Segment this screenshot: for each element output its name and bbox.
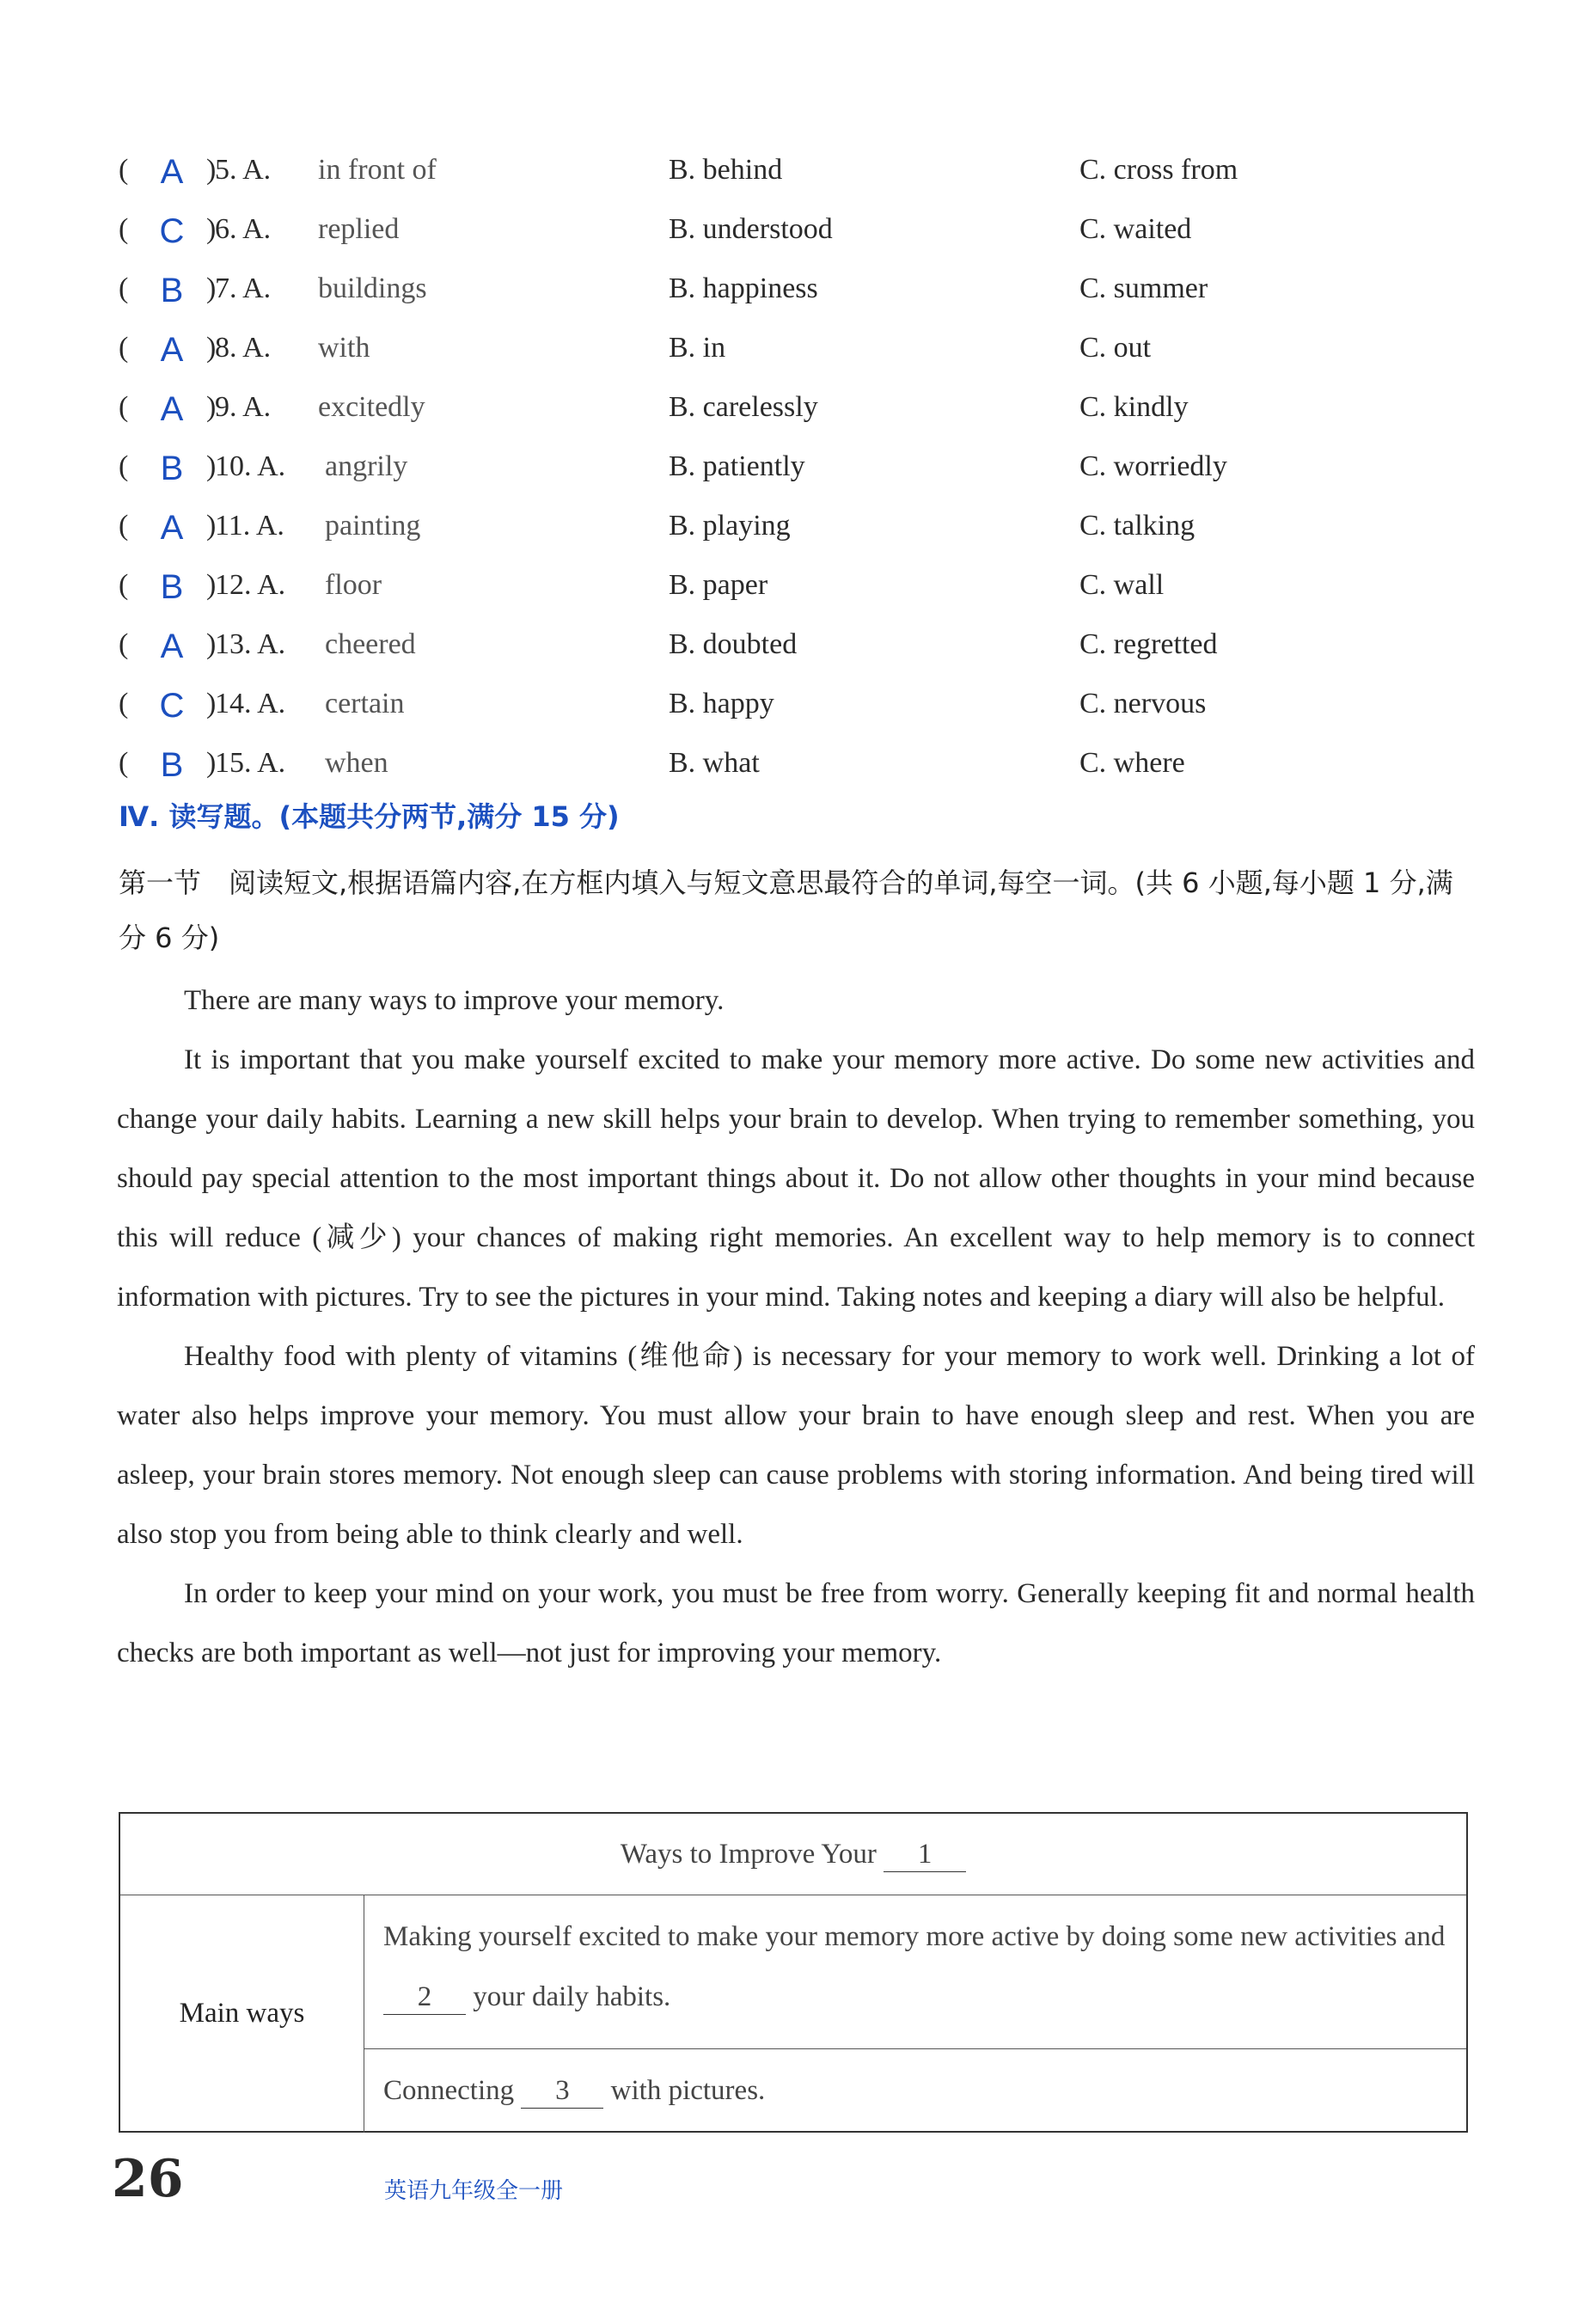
option-a: angrily — [325, 450, 408, 482]
question-row — [119, 738, 1494, 797]
main-ways-label: Main ways — [179, 1998, 305, 2029]
left-bracket: ( — [119, 628, 129, 660]
passage-paragraph: In order to keep your mind on your work, you must be free from worry. Generally keeping fit and normal health checks are both important as well—not just for improving your memory. — [117, 1578, 1475, 1668]
option-b: B. what — [669, 747, 760, 779]
right-bracket: ) — [206, 510, 217, 542]
table-title — [120, 1814, 1466, 1895]
answer-mark: A — [160, 390, 184, 428]
answer-mark: B — [160, 746, 184, 784]
table-title-text: Ways to Improve Your — [620, 1839, 877, 1870]
option-a: buildings — [318, 272, 427, 304]
table-row-1 — [364, 1895, 1466, 2049]
section-subheading: 第一节 阅读短文,根据语篇内容,在方框内填入与短文意思最符合的单词,每空一词。(共 6 小题,每小题 1 分,满分 6 分) — [119, 866, 1453, 954]
option-a: cheered — [325, 628, 416, 660]
option-a: excitedly — [318, 391, 425, 423]
option-b: B. playing — [669, 510, 791, 542]
question-number: 14. A. — [215, 688, 286, 719]
question-row — [119, 204, 1494, 263]
question-number: 6. A. — [215, 213, 272, 245]
option-a: certain — [325, 688, 405, 719]
option-c: C. summer — [1079, 272, 1208, 304]
reading-passage — [117, 971, 1475, 1683]
option-b: B. happy — [669, 688, 774, 719]
answer-mark: B — [160, 568, 184, 606]
option-b: B. doubted — [669, 628, 798, 660]
row1-text-end: your daily habits. — [473, 1981, 671, 2012]
page-number: 26 — [112, 2149, 184, 2209]
question-row — [119, 441, 1494, 500]
table-row-2 — [364, 2049, 1502, 2133]
question-row — [119, 144, 1494, 204]
option-a: floor — [325, 569, 382, 601]
passage-paragraph: Healthy food with plenty of vitamins (维他命) is necessary for your memory to work well. Drinking a lot of water also helps improve your memory. You must allow your brain to have enough sleep and rest. When you are asleep, your brain stores memory. Not enough sleep can cause problems with storing information. And being tired will also stop you from being able to think clearly and well. — [117, 1341, 1475, 1550]
left-bracket: ( — [119, 272, 129, 304]
passage-paragraph: It is important that you make yourself excited to make your memory more active. Do some new activities and change your daily habits. Learning a new skill helps your brain to develop. When trying to remember something, you should pay special attention to the most important things about it. Do not allow other thoughts in your mind because this will reduce (减少) your chances of making right memories. An excellent way to help memory is to connect information with pictures. Try to see the pictures in your mind. Taking notes and keeping a diary will also be helpful. — [117, 1044, 1475, 1313]
option-b: B. happiness — [669, 272, 818, 304]
left-bracket: ( — [119, 688, 129, 719]
option-a: in front of — [318, 154, 437, 186]
right-bracket: ) — [206, 391, 217, 423]
question-row — [119, 678, 1494, 738]
option-c: C. talking — [1079, 510, 1195, 542]
question-number: 13. A. — [215, 628, 286, 660]
question-number: 7. A. — [215, 272, 272, 304]
option-c: C. worriedly — [1079, 450, 1227, 482]
question-number: 5. A. — [215, 154, 272, 186]
question-row — [119, 619, 1494, 678]
multiple-choice-list — [119, 144, 1494, 797]
section-heading: Ⅳ. 读写题。(本题共分两节,满分 15 分) — [119, 800, 620, 833]
left-bracket: ( — [119, 510, 129, 542]
option-b: B. carelessly — [669, 391, 818, 423]
question-row — [119, 263, 1494, 322]
answer-mark: A — [160, 628, 184, 665]
option-a: when — [325, 747, 388, 779]
table-left-label — [120, 1895, 364, 2133]
left-bracket: ( — [119, 154, 129, 186]
answer-mark: A — [160, 153, 184, 191]
question-row — [119, 500, 1494, 560]
left-bracket: ( — [119, 332, 129, 364]
row1-text: Making yourself excited to make your memory more active by doing some new activities and — [383, 1921, 1446, 1952]
option-a: with — [318, 332, 370, 364]
question-number: 15. A. — [215, 747, 286, 779]
option-c: C. where — [1079, 747, 1185, 779]
right-bracket: ) — [206, 569, 217, 601]
answer-mark: C — [159, 687, 185, 725]
left-bracket: ( — [119, 391, 129, 423]
right-bracket: ) — [206, 688, 217, 719]
option-c: C. waited — [1079, 213, 1192, 245]
answer-mark: B — [160, 450, 184, 487]
blank-3[interactable]: 3 — [521, 2073, 603, 2109]
right-bracket: ) — [206, 747, 217, 779]
question-number: 10. A. — [215, 450, 286, 482]
option-b: B. behind — [669, 154, 783, 186]
row2-text: Connecting — [383, 2075, 515, 2106]
row2-text-end: with pictures. — [610, 2075, 766, 2106]
option-c: C. wall — [1079, 569, 1165, 601]
right-bracket: ) — [206, 628, 217, 660]
blank-1[interactable]: 1 — [884, 1837, 966, 1872]
option-c: C. kindly — [1079, 391, 1189, 423]
question-row — [119, 560, 1494, 619]
question-row — [119, 382, 1494, 441]
blank-2[interactable]: 2 — [383, 1980, 466, 2015]
left-bracket: ( — [119, 213, 129, 245]
option-a: painting — [325, 510, 421, 542]
answer-mark: C — [159, 212, 185, 250]
option-c: C. regretted — [1079, 628, 1218, 660]
option-b: B. patiently — [669, 450, 805, 482]
option-b: B. understood — [669, 213, 833, 245]
option-c: C. nervous — [1079, 688, 1207, 719]
passage-paragraph: There are many ways to improve your memory. — [184, 985, 725, 1016]
question-number: 8. A. — [215, 332, 272, 364]
option-a: replied — [318, 213, 400, 245]
fill-in-table — [119, 1812, 1468, 2133]
left-bracket: ( — [119, 747, 129, 779]
left-bracket: ( — [119, 450, 129, 482]
option-b: B. paper — [669, 569, 768, 601]
right-bracket: ) — [206, 272, 217, 304]
book-title: 英语九年级全一册 — [384, 2178, 564, 2204]
right-bracket: ) — [206, 332, 217, 364]
answer-mark: B — [160, 272, 184, 309]
question-row — [119, 322, 1494, 382]
question-number: 11. A. — [215, 510, 284, 542]
question-number: 12. A. — [215, 569, 286, 601]
option-c: C. cross from — [1079, 154, 1238, 186]
option-c: C. out — [1079, 332, 1152, 364]
right-bracket: ) — [206, 154, 217, 186]
question-number: 9. A. — [215, 391, 272, 423]
right-bracket: ) — [206, 450, 217, 482]
option-b: B. in — [669, 332, 726, 364]
answer-mark: A — [160, 331, 184, 369]
left-bracket: ( — [119, 569, 129, 601]
right-bracket: ) — [206, 213, 217, 245]
answer-mark: A — [160, 509, 184, 547]
